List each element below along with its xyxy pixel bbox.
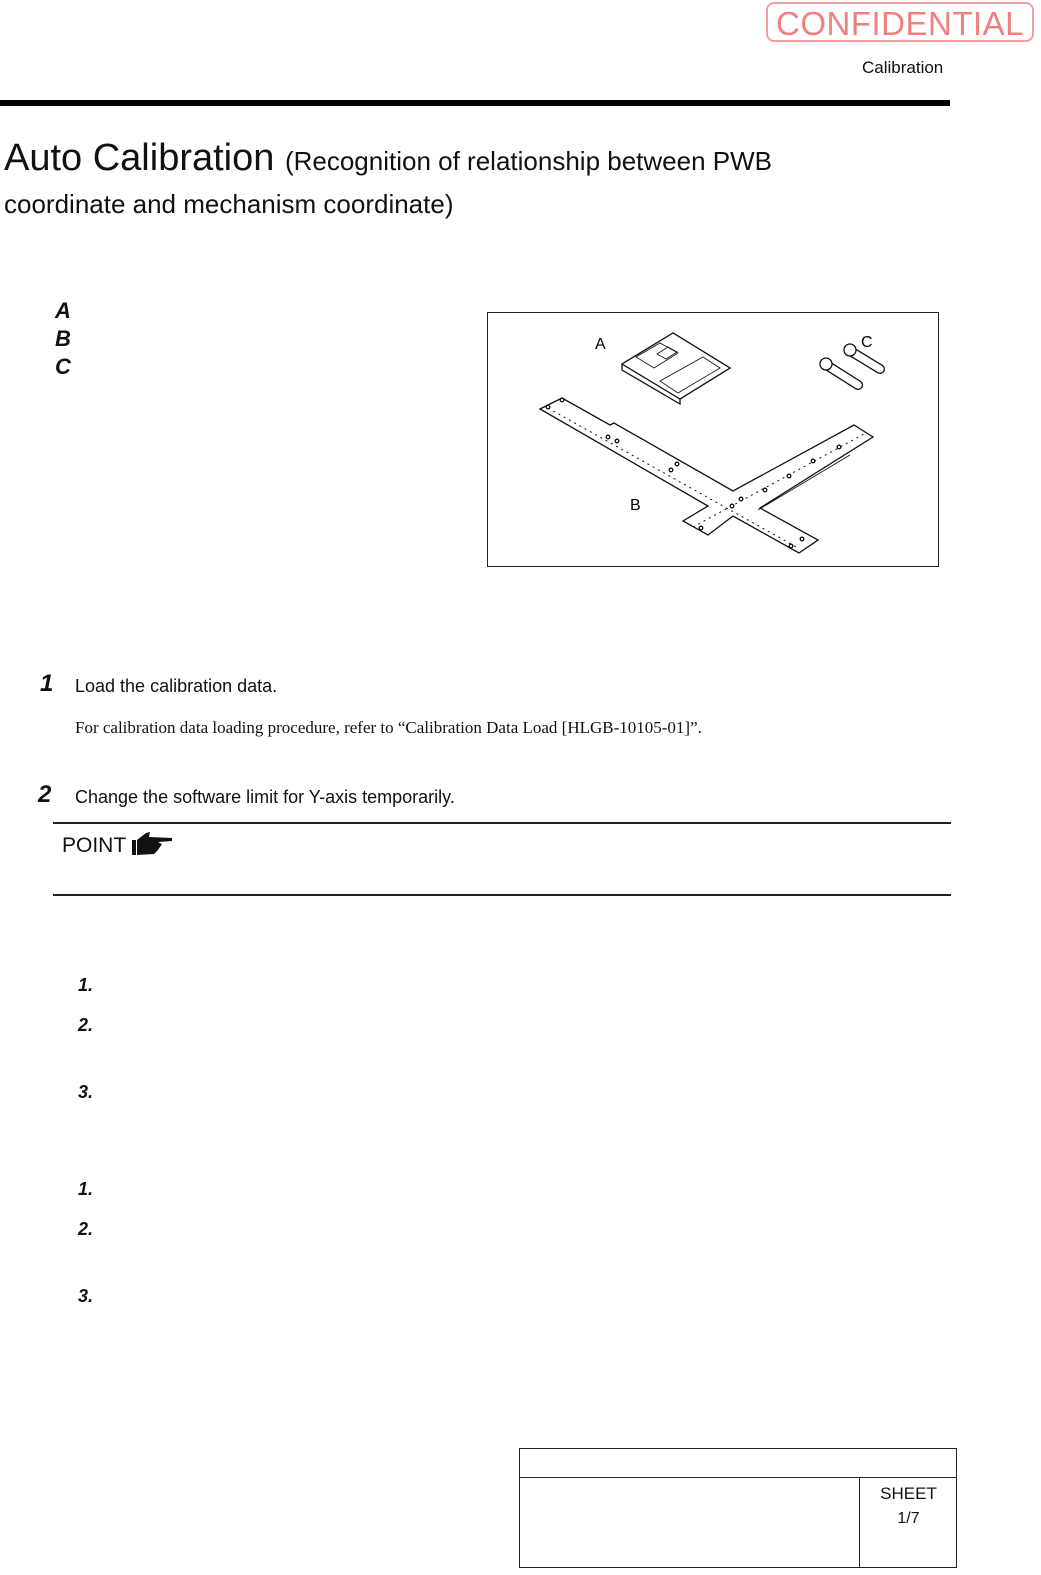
parts-figure (487, 312, 939, 567)
floppy-disk-icon (622, 333, 730, 404)
figure-label-c: C (861, 334, 873, 351)
step-1-note: For calibration data loading procedure, refer to “Calibration Data Load [HLGB-10105-01]”. (75, 718, 702, 737)
point-box (62, 830, 174, 858)
title-sub-line2: coordinate and mechanism coordinate) (4, 189, 454, 219)
sublist-a-item-1: 1. (78, 975, 94, 995)
point-top-rule (53, 822, 951, 824)
sublist-b-item-2: 2. (78, 1219, 94, 1239)
sublist-a-item-3: 3. (78, 1082, 94, 1102)
sublist-b-item-1: 1. (78, 1179, 94, 1199)
title-sub: (Recognition of relationship between PWB (284, 146, 772, 176)
title-block-header-row (520, 1449, 956, 1478)
step-2-text: Change the software limit for Y-axis temporarily. (75, 787, 455, 807)
calibration-jig-icon (540, 398, 873, 553)
part-letter-c: C (55, 354, 71, 379)
sheet-label: SHEET (880, 1484, 937, 1503)
figure-label-b: B (630, 497, 641, 514)
title-main: Auto Calibration (4, 137, 275, 179)
sheet-cell (859, 1477, 957, 1567)
figure-label-a: A (595, 336, 606, 353)
section-header: Calibration (862, 58, 944, 77)
part-letter-a: A (55, 298, 71, 323)
step-1-number: 1 (40, 670, 54, 697)
pointing-hand-icon (132, 830, 174, 856)
step-1-text: Load the calibration data. (75, 676, 278, 696)
step-2-number: 2 (38, 781, 52, 808)
header-rule (0, 100, 950, 106)
page-title (4, 136, 904, 183)
sheet-value: 1/7 (897, 1510, 920, 1527)
point-bottom-rule (53, 894, 951, 896)
point-label: POINT (62, 834, 126, 857)
confidential-stamp: CONFIDENTIAL (766, 2, 1034, 42)
sublist-a-item-2: 2. (78, 1015, 94, 1035)
title-block-table (519, 1448, 957, 1568)
part-letter-b: B (55, 326, 71, 351)
sublist-b-item-3: 3. (78, 1286, 94, 1306)
parts-illustration (488, 313, 938, 566)
